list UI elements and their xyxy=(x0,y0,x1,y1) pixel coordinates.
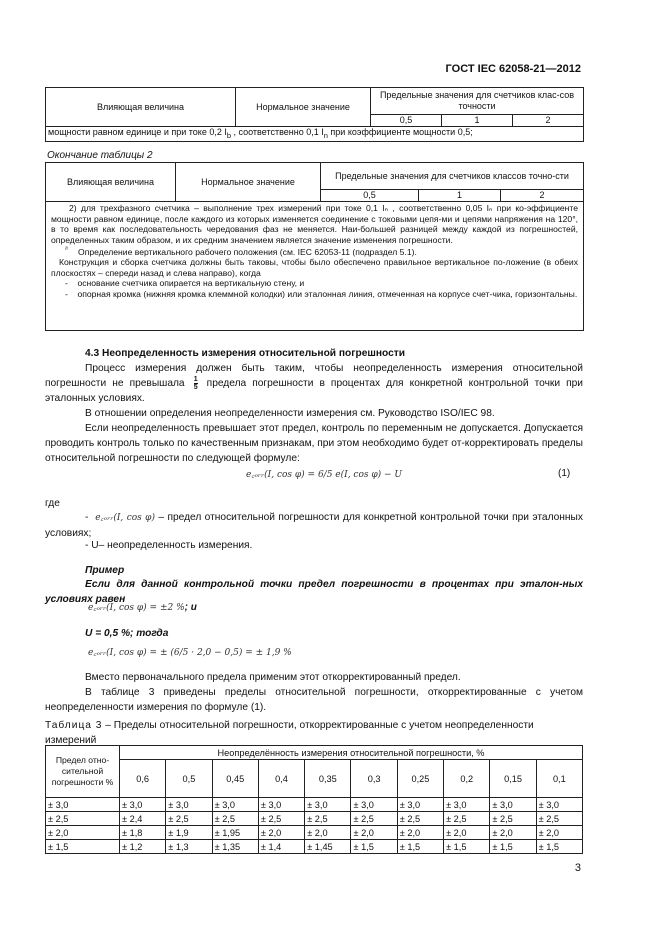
value-cell: ± 2,0 xyxy=(258,826,304,840)
class-cell: 0,5 xyxy=(371,115,442,127)
class-cell: 0,5 xyxy=(321,190,419,202)
definition-u: - U– неопределенность измерения. xyxy=(85,540,253,551)
value-cell: ± 2,5 xyxy=(166,812,212,826)
limit-cell: ± 2,0 xyxy=(46,826,120,840)
value-cell: ± 2,5 xyxy=(258,812,304,826)
value-cell: ± 3,0 xyxy=(397,798,443,812)
example-u-value: U = 0,5 %; тогда xyxy=(85,628,169,639)
value-cell: ± 1,2 xyxy=(120,840,166,854)
table-2-end xyxy=(45,162,584,331)
value-cell: ± 2,5 xyxy=(490,812,536,826)
limit-cell: ± 1,5 xyxy=(46,840,120,854)
formula-1: e꜀ₒᵣᵣ(I, cos φ) = 6/5 e(I, cos φ) − U xyxy=(246,470,403,480)
column-header-normal: Нормальное значение xyxy=(236,88,371,127)
value-cell: ± 1,5 xyxy=(536,840,582,854)
value-cell: ± 3,0 xyxy=(490,798,536,812)
value-cell: ± 1,5 xyxy=(444,840,490,854)
class-cell: 1 xyxy=(442,115,513,127)
value-cell: ± 3,0 xyxy=(212,798,258,812)
uncertainty-header-cell: 0,3 xyxy=(351,760,397,798)
paragraph-table3-intro: В таблице 3 приведены пределы относительной погрешности, откорректированные с учетом неопределенности измерения по формуле (1). xyxy=(45,687,583,713)
uncertainty-header-cell: 0,6 xyxy=(120,760,166,798)
table-row-text: мощности равном единице и при токе 0,2 $I_b$ , соответственно 0,1 $I_n$ при коэффициенте мощности 0,5; xyxy=(46,127,584,142)
column-header-limit: Предел отно-сительной погрешности % xyxy=(46,746,120,798)
paragraph-reference: В отношении определения неопределенности измерения см. Руководство ISO/IEC 98. xyxy=(85,408,495,419)
limit-cell: ± 2,5 xyxy=(46,812,120,826)
table-2-fragment xyxy=(45,87,584,142)
value-cell: ± 1,5 xyxy=(351,840,397,854)
column-header-limits: Предельные значения для счетчиков классов точно-сти xyxy=(321,163,584,190)
table-row xyxy=(46,798,583,812)
note-three-phase: 2) для трехфазного счетчика – выполнение трех измерений при токе 0,1 Iₙ , соответственно 0,05 Iₙ при ко-эффициенте мощности равном единице, после каждого из которых изменяется соединение с токовыми цепя-ми и цепями напряжения на 120°, в то время как последовательность чередования фаз не меняется. Наи-большей разницей между каждой из погрешностей, определенных таким образом, и их средним значением является значение изменения погрешности. xyxy=(51,203,579,245)
formula-number: (1) xyxy=(558,468,571,479)
where-label: где xyxy=(45,498,60,509)
value-cell: ± 1,3 xyxy=(166,840,212,854)
value-cell: ± 1,4 xyxy=(258,840,304,854)
uncertainty-header-cell: 0,45 xyxy=(212,760,258,798)
value-cell: ± 1,5 xyxy=(397,840,443,854)
value-cell: ± 2,5 xyxy=(536,812,582,826)
table-notes xyxy=(46,202,584,331)
column-header-influence: Влияющая величина xyxy=(46,163,176,202)
example-formula-1: e꜀ₒᵣᵣ(I, cos φ) = ±2 %; и xyxy=(88,602,197,613)
section-heading: 4.3 Неопределенность измерения относительной погрешности xyxy=(85,348,406,359)
example-text: Если для данной контрольной точки предел погрешности в процентах при эталон-ных условиях равен xyxy=(45,579,583,605)
value-cell: ± 1,45 xyxy=(305,840,351,854)
value-cell: ± 2,5 xyxy=(212,812,258,826)
paragraph-control: Если неопределенность превышает этот предел, контроль по переменным не допускается. Допускается проводить контроль только по качественным признакам, при этом необходимо будет от-корректировать пределы относительной погрешности по следующей формуле: xyxy=(45,423,583,464)
table-row xyxy=(46,826,583,840)
value-cell: ± 2,5 xyxy=(305,812,351,826)
example-formula-2: e꜀ₒᵣᵣ(I, cos φ) = ± (6/5 · 2,0 − 0,5) = ± 1,9 % xyxy=(88,648,292,658)
value-cell: ± 3,0 xyxy=(305,798,351,812)
uncertainty-header-cell: 0,1 xyxy=(536,760,582,798)
table-3 xyxy=(45,745,583,854)
value-cell: ± 3,0 xyxy=(351,798,397,812)
paragraph-corrected: Вместо первоначального предела применим этот откорректированный предел. xyxy=(85,672,461,683)
class-cell: 1 xyxy=(419,190,501,202)
uncertainty-header-cell: 0,25 xyxy=(397,760,443,798)
list-item: - основание счетчика опирается на вертикальную стену, и xyxy=(65,278,305,289)
value-cell: ± 2,0 xyxy=(397,826,443,840)
uncertainty-header-cell: 0,15 xyxy=(490,760,536,798)
value-cell: ± 2,0 xyxy=(490,826,536,840)
value-cell: ± 3,0 xyxy=(536,798,582,812)
table-row xyxy=(46,840,583,854)
value-cell: ± 2,0 xyxy=(444,826,490,840)
column-header-normal: Нормальное значение xyxy=(176,163,321,202)
note-vertical-position: $^{^{2)}}$ Определение вертикального рабочего положения (см. IEC 62053-11 (подраздел 5.1). xyxy=(65,246,417,257)
value-cell: ± 3,0 xyxy=(444,798,490,812)
value-cell: ± 2,0 xyxy=(351,826,397,840)
value-cell: ± 2,5 xyxy=(444,812,490,826)
column-header-limits: Предельные значения для счетчиков клас-сов точности xyxy=(371,88,584,115)
table-continuation-caption: Окончание таблицы 2 xyxy=(47,150,153,161)
value-cell: ± 1,5 xyxy=(490,840,536,854)
document-header: ГОСТ IEC 62058-21—2012 xyxy=(445,63,581,75)
table-row xyxy=(46,812,583,826)
value-cell: ± 2,5 xyxy=(351,812,397,826)
list-item: - опорная кромка (нижняя кромка клеммной колодки) или эталонная линия, отмеченная на корпусе счет-чика, горизонтальны. xyxy=(65,288,578,299)
uncertainty-header-cell: 0,2 xyxy=(444,760,490,798)
value-cell: ± 3,0 xyxy=(258,798,304,812)
example-label: Пример xyxy=(85,565,125,576)
class-cell: 2 xyxy=(501,190,584,202)
uncertainty-header-cell: 0,4 xyxy=(258,760,304,798)
column-header-influence: Влияющая величина xyxy=(46,88,236,127)
uncertainty-header-cell: 0,35 xyxy=(305,760,351,798)
column-header-uncertainty: Неопределённость измерения относительной погрешности, % xyxy=(120,746,583,760)
uncertainty-header-cell: 0,5 xyxy=(166,760,212,798)
value-cell: ± 1,95 xyxy=(212,826,258,840)
value-cell: ± 1,8 xyxy=(120,826,166,840)
value-cell: ± 3,0 xyxy=(120,798,166,812)
table-3-caption: Таблица 3 – Пределы относительной погрешности, откорректированные с учетом неопределенности измерений xyxy=(45,720,534,746)
limit-cell: ± 3,0 xyxy=(46,798,120,812)
value-cell: ± 2,0 xyxy=(305,826,351,840)
value-cell: ± 2,4 xyxy=(120,812,166,826)
page-number: 3 xyxy=(574,862,581,874)
value-cell: ± 2,0 xyxy=(536,826,582,840)
note-construction: Конструкция и сборка счетчика должны быть таковы, чтобы было обеспечено правильное вертикальное по-ложение (в обеих плоскостях – спереди назад и слева направо), когда xyxy=(51,257,579,278)
value-cell: ± 2,5 xyxy=(397,812,443,826)
value-cell: ± 1,35 xyxy=(212,840,258,854)
value-cell: ± 1,9 xyxy=(166,826,212,840)
value-cell: ± 3,0 xyxy=(166,798,212,812)
definition-e-corr: - e꜀ₒᵣᵣ(I, cos φ) – предел относительной погрешности для конкретной контрольной точки при эталонных условиях; xyxy=(45,512,583,539)
paragraph-uncertainty: Процесс измерения должен быть таким, чтобы неопределенность измерения относительной погрешности не превышала $\frac{1}{5}$ предела погрешности в процентах для конкретной контрольной точки при эталонных условиях. xyxy=(45,363,583,405)
class-cell: 2 xyxy=(513,115,584,127)
fraction-one-fifth: $\frac{1}{5}$ xyxy=(193,376,198,391)
